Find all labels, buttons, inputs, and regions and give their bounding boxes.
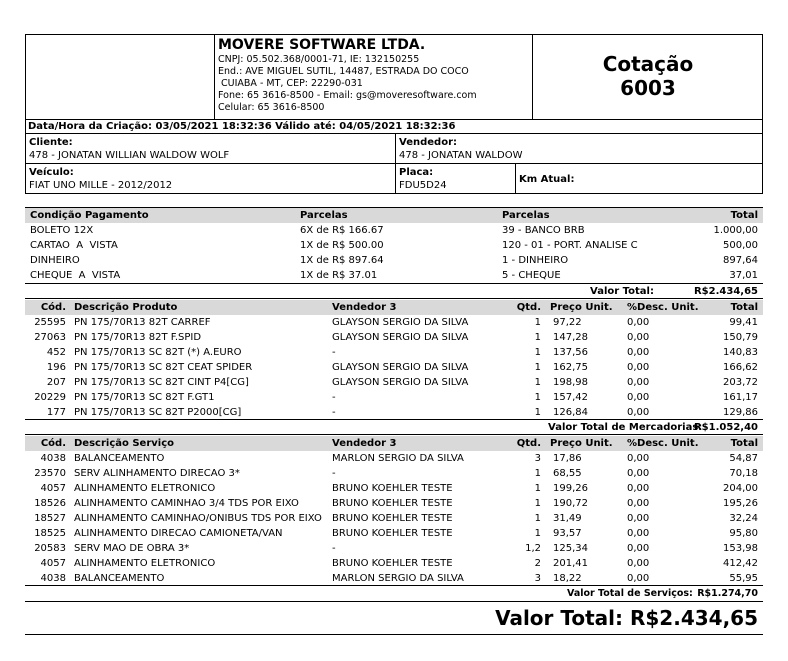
service-total: 55,95 <box>729 573 758 584</box>
payment-total: 37,01 <box>729 270 758 281</box>
service-preco: 18,22 <box>553 573 582 584</box>
product-cod: 207 <box>46 377 66 388</box>
product-cod: 27063 <box>34 332 66 343</box>
grand-total-line <box>25 634 763 635</box>
payment-bank: 5 - CHEQUE <box>502 270 561 281</box>
service-row <box>25 451 763 466</box>
payment-cond: BOLETO 12X <box>30 225 94 236</box>
services-header-vend: Vendedor 3 <box>332 438 397 449</box>
products-header <box>25 300 763 315</box>
product-cod: 452 <box>46 347 66 358</box>
service-desc-pct: 0,00 <box>627 513 650 524</box>
service-cod: 4038 <box>40 453 66 464</box>
service-qtd: 3 <box>534 453 541 464</box>
product-qtd: 1 <box>534 392 541 403</box>
service-vend: BRUNO KOEHLER TESTE <box>332 498 453 509</box>
payment-parcelas: 1X de R$ 500.00 <box>300 240 384 251</box>
services-total-value: R$1.274,70 <box>697 588 758 599</box>
service-row <box>25 496 763 511</box>
payment-header <box>25 208 763 223</box>
service-desc: BALANCEAMENTO <box>74 573 165 584</box>
products-total-row <box>25 420 763 435</box>
product-row <box>25 375 763 390</box>
payment-total-label: Valor Total: <box>590 286 654 297</box>
logo-area <box>26 35 214 119</box>
products-total-label: Valor Total de Mercadorias: <box>548 422 703 433</box>
services-bottom-line <box>25 601 763 602</box>
service-row <box>25 466 763 481</box>
product-desc: PN 175/70R13 82T CARREF <box>74 317 211 328</box>
header-divider-left <box>214 34 215 120</box>
plate-label: Placa: <box>399 167 434 178</box>
service-desc: ALINHAMENTO DIRECAO CAMIONETA/VAN <box>74 528 283 539</box>
service-vend: BRUNO KOEHLER TESTE <box>332 528 453 539</box>
services-header <box>25 436 763 451</box>
service-desc-pct: 0,00 <box>627 468 650 479</box>
product-qtd: 1 <box>534 377 541 388</box>
product-desc-pct: 0,00 <box>627 347 650 358</box>
dates-text: Data/Hora da Criação: 03/05/2021 18:32:36 Válido até: 04/05/2021 18:32:36 <box>28 121 456 132</box>
service-cod: 4038 <box>40 573 66 584</box>
product-desc-pct: 0,00 <box>627 317 650 328</box>
payment-header-total: Total <box>730 210 758 221</box>
payment-table <box>25 207 763 299</box>
product-desc-pct: 0,00 <box>627 362 650 373</box>
payment-total-row <box>25 284 763 299</box>
service-cod: 18525 <box>34 528 66 539</box>
product-total: 166,62 <box>723 362 758 373</box>
quote-number: 6003 <box>620 76 676 100</box>
products-header-total: Total <box>730 302 758 313</box>
service-desc: BALANCEAMENTO <box>74 453 165 464</box>
service-total: 54,87 <box>729 453 758 464</box>
product-total: 129,86 <box>723 407 758 418</box>
company-city: CUIABA - MT, CEP: 22290-031 <box>218 78 363 89</box>
service-row <box>25 556 763 571</box>
product-total: 99,41 <box>729 317 758 328</box>
services-header-desc: Descrição Serviço <box>74 438 175 449</box>
company-phone: Fone: 65 3616-8500 - Email: gs@moveresoftware.com <box>218 90 477 101</box>
product-qtd: 1 <box>534 362 541 373</box>
service-desc-pct: 0,00 <box>627 573 650 584</box>
payment-cond: CARTAO A VISTA <box>30 240 118 251</box>
product-cod: 177 <box>46 407 66 418</box>
seller-label: Vendedor: <box>399 137 457 148</box>
service-vend: - <box>332 468 336 479</box>
product-vend: - <box>332 407 336 418</box>
payment-bank: 39 - BANCO BRB <box>502 225 585 236</box>
grand-total <box>25 605 758 631</box>
product-vend: GLAYSON SERGIO DA SILVA <box>332 377 469 388</box>
service-total: 95,80 <box>729 528 758 539</box>
product-desc: PN 175/70R13 SC 82T P2000[CG] <box>74 407 242 418</box>
payment-header-parcelas: Parcelas <box>300 210 348 221</box>
product-total: 140,83 <box>723 347 758 358</box>
service-vend: - <box>332 543 336 554</box>
products-header-vend: Vendedor 3 <box>332 302 397 313</box>
services-header-total: Total <box>730 438 758 449</box>
company-info <box>218 37 528 114</box>
service-qtd: 2 <box>534 558 541 569</box>
payment-header-cond: Condição Pagamento <box>30 210 149 221</box>
vehicle-label: Veículo: <box>29 167 74 178</box>
payment-row <box>25 238 763 253</box>
service-desc: SERV ALINHAMENTO DIRECAO 3* <box>74 468 240 479</box>
payment-total-value: R$2.434,65 <box>693 286 758 297</box>
service-qtd: 1,2 <box>525 543 541 554</box>
services-header-qtd: Qtd. <box>516 438 541 449</box>
products-table <box>25 299 763 436</box>
product-row <box>25 315 763 330</box>
product-desc-pct: 0,00 <box>627 377 650 388</box>
grand-total-label: Valor Total: <box>495 606 624 630</box>
service-total: 195,26 <box>723 498 758 509</box>
product-preco: 198,98 <box>553 377 588 388</box>
product-desc-pct: 0,00 <box>627 332 650 343</box>
services-header-preco: Preço Unit. <box>550 438 613 449</box>
services-table <box>25 435 763 603</box>
products-header-desc: Descrição Produto <box>74 302 178 313</box>
service-row <box>25 541 763 556</box>
payment-row <box>25 253 763 268</box>
product-desc: PN 175/70R13 SC 82T F.GT1 <box>74 392 215 403</box>
service-qtd: 1 <box>534 483 541 494</box>
product-preco: 126,84 <box>553 407 588 418</box>
products-total-value: R$1.052,40 <box>693 422 758 433</box>
product-preco: 97,22 <box>553 317 582 328</box>
quote-box <box>533 52 763 100</box>
service-preco: 201,41 <box>553 558 588 569</box>
product-preco: 157,42 <box>553 392 588 403</box>
product-qtd: 1 <box>534 332 541 343</box>
service-row <box>25 571 763 586</box>
service-preco: 31,49 <box>553 513 582 524</box>
service-vend: BRUNO KOEHLER TESTE <box>332 558 453 569</box>
service-qtd: 1 <box>534 513 541 524</box>
payment-total: 500,00 <box>723 240 758 251</box>
service-desc: SERV MAO DE OBRA 3* <box>74 543 190 554</box>
product-preco: 147,28 <box>553 332 588 343</box>
service-cod: 20583 <box>34 543 66 554</box>
service-total: 70,18 <box>729 468 758 479</box>
service-row <box>25 511 763 526</box>
service-row <box>25 481 763 496</box>
service-preco: 17,86 <box>553 453 582 464</box>
product-vend: - <box>332 347 336 358</box>
client-value: 478 - JONATAN WILLIAN WALDOW WOLF <box>29 150 230 161</box>
service-preco: 199,26 <box>553 483 588 494</box>
service-desc: ALINHAMENTO CAMINHAO/ONIBUS TDS POR EIXO <box>74 513 322 524</box>
product-total: 161,17 <box>723 392 758 403</box>
company-cell: Celular: 65 3616-8500 <box>218 102 325 113</box>
service-desc: ALINHAMENTO CAMINHAO 3/4 TDS POR EIXO <box>74 498 299 509</box>
product-desc: PN 175/70R13 SC 82T (*) A.EURO <box>74 347 242 358</box>
service-cod: 18526 <box>34 498 66 509</box>
service-total: 153,98 <box>723 543 758 554</box>
product-desc: PN 175/70R13 82T F.SPID <box>74 332 202 343</box>
products-header-preco: Preço Unit. <box>550 302 613 313</box>
client-label: Cliente: <box>29 137 73 148</box>
product-row <box>25 360 763 375</box>
products-header-desc-pct: %Desc. Unit. <box>627 302 699 313</box>
services-header-desc-pct: %Desc. Unit. <box>627 438 699 449</box>
km-label: Km Atual: <box>519 174 575 185</box>
product-qtd: 1 <box>534 317 541 328</box>
product-row <box>25 390 763 405</box>
service-preco: 68,55 <box>553 468 582 479</box>
service-total: 204,00 <box>723 483 758 494</box>
service-desc-pct: 0,00 <box>627 543 650 554</box>
service-desc: ALINHAMENTO ELETRONICO <box>74 483 216 494</box>
service-total: 32,24 <box>729 513 758 524</box>
plate-value: FDU5D24 <box>399 180 447 191</box>
service-qtd: 1 <box>534 498 541 509</box>
service-desc-pct: 0,00 <box>627 528 650 539</box>
product-desc-pct: 0,00 <box>627 407 650 418</box>
product-desc: PN 175/70R13 SC 82T CINT P4[CG] <box>74 377 249 388</box>
company-cnpj: CNPJ: 05.502.368/0001-71, IE: 132150255 <box>218 54 420 65</box>
product-cod: 25595 <box>34 317 66 328</box>
payment-cond: DINHEIRO <box>30 255 80 266</box>
payment-bank: 120 - 01 - PORT. ANALISE C <box>502 240 638 251</box>
service-qtd: 1 <box>534 528 541 539</box>
services-total-row <box>25 586 763 601</box>
product-desc-pct: 0,00 <box>627 392 650 403</box>
payment-total: 1.000,00 <box>713 225 758 236</box>
service-desc: ALINHAMENTO ELETRONICO <box>74 558 216 569</box>
service-desc-pct: 0,00 <box>627 483 650 494</box>
service-cod: 4057 <box>40 483 66 494</box>
service-desc-pct: 0,00 <box>627 558 650 569</box>
product-qtd: 1 <box>534 407 541 418</box>
payment-row <box>25 268 763 283</box>
service-vend: MARLON SERGIO DA SILVA <box>332 573 464 584</box>
payment-row <box>25 223 763 238</box>
products-header-cod: Cód. <box>40 302 66 313</box>
product-total: 150,79 <box>723 332 758 343</box>
grand-total-value: R$2.434,65 <box>629 606 758 630</box>
service-qtd: 1 <box>534 468 541 479</box>
service-vend: BRUNO KOEHLER TESTE <box>332 513 453 524</box>
products-header-qtd: Qtd. <box>516 302 541 313</box>
product-preco: 137,56 <box>553 347 588 358</box>
service-preco: 93,57 <box>553 528 582 539</box>
service-desc-pct: 0,00 <box>627 498 650 509</box>
quote-title: Cotação <box>602 52 694 76</box>
payment-bank: 1 - DINHEIRO <box>502 255 569 266</box>
service-cod: 18527 <box>34 513 66 524</box>
service-desc-pct: 0,00 <box>627 453 650 464</box>
service-vend: BRUNO KOEHLER TESTE <box>332 483 453 494</box>
product-cod: 196 <box>46 362 66 373</box>
product-vend: GLAYSON SERGIO DA SILVA <box>332 362 469 373</box>
product-total: 203,72 <box>723 377 758 388</box>
product-row <box>25 330 763 345</box>
vehicle-value: FIAT UNO MILLE - 2012/2012 <box>29 180 173 191</box>
service-preco: 190,72 <box>553 498 588 509</box>
product-cod: 20229 <box>34 392 66 403</box>
service-row <box>25 526 763 541</box>
product-vend: GLAYSON SERGIO DA SILVA <box>332 332 469 343</box>
product-qtd: 1 <box>534 347 541 358</box>
service-qtd: 3 <box>534 573 541 584</box>
services-header-cod: Cód. <box>40 438 66 449</box>
service-total: 412,42 <box>723 558 758 569</box>
payment-header-parcelas-bank: Parcelas <box>502 210 550 221</box>
payment-cond: CHEQUE A VISTA <box>30 270 121 281</box>
product-desc: PN 175/70R13 SC 82T CEAT SPIDER <box>74 362 253 373</box>
service-vend: MARLON SERGIO DA SILVA <box>332 453 464 464</box>
product-row <box>25 345 763 360</box>
payment-parcelas: 1X de R$ 897.64 <box>300 255 384 266</box>
payment-parcelas: 1X de R$ 37.01 <box>300 270 378 281</box>
product-row <box>25 405 763 420</box>
payment-parcelas: 6X de R$ 166.67 <box>300 225 384 236</box>
service-cod: 23570 <box>34 468 66 479</box>
product-vend: - <box>332 392 336 403</box>
company-name: MOVERE SOFTWARE LTDA. <box>218 37 426 53</box>
company-address: End.: AVE MIGUEL SUTIL, 14487, ESTRADA DO COCO <box>218 66 469 77</box>
product-preco: 162,75 <box>553 362 588 373</box>
service-cod: 4057 <box>40 558 66 569</box>
services-total-label: Valor Total de Serviços: <box>567 588 693 599</box>
service-preco: 125,34 <box>553 543 588 554</box>
product-vend: GLAYSON SERGIO DA SILVA <box>332 317 469 328</box>
seller-value: 478 - JONATAN WALDOW <box>399 150 523 161</box>
payment-total: 897,64 <box>723 255 758 266</box>
